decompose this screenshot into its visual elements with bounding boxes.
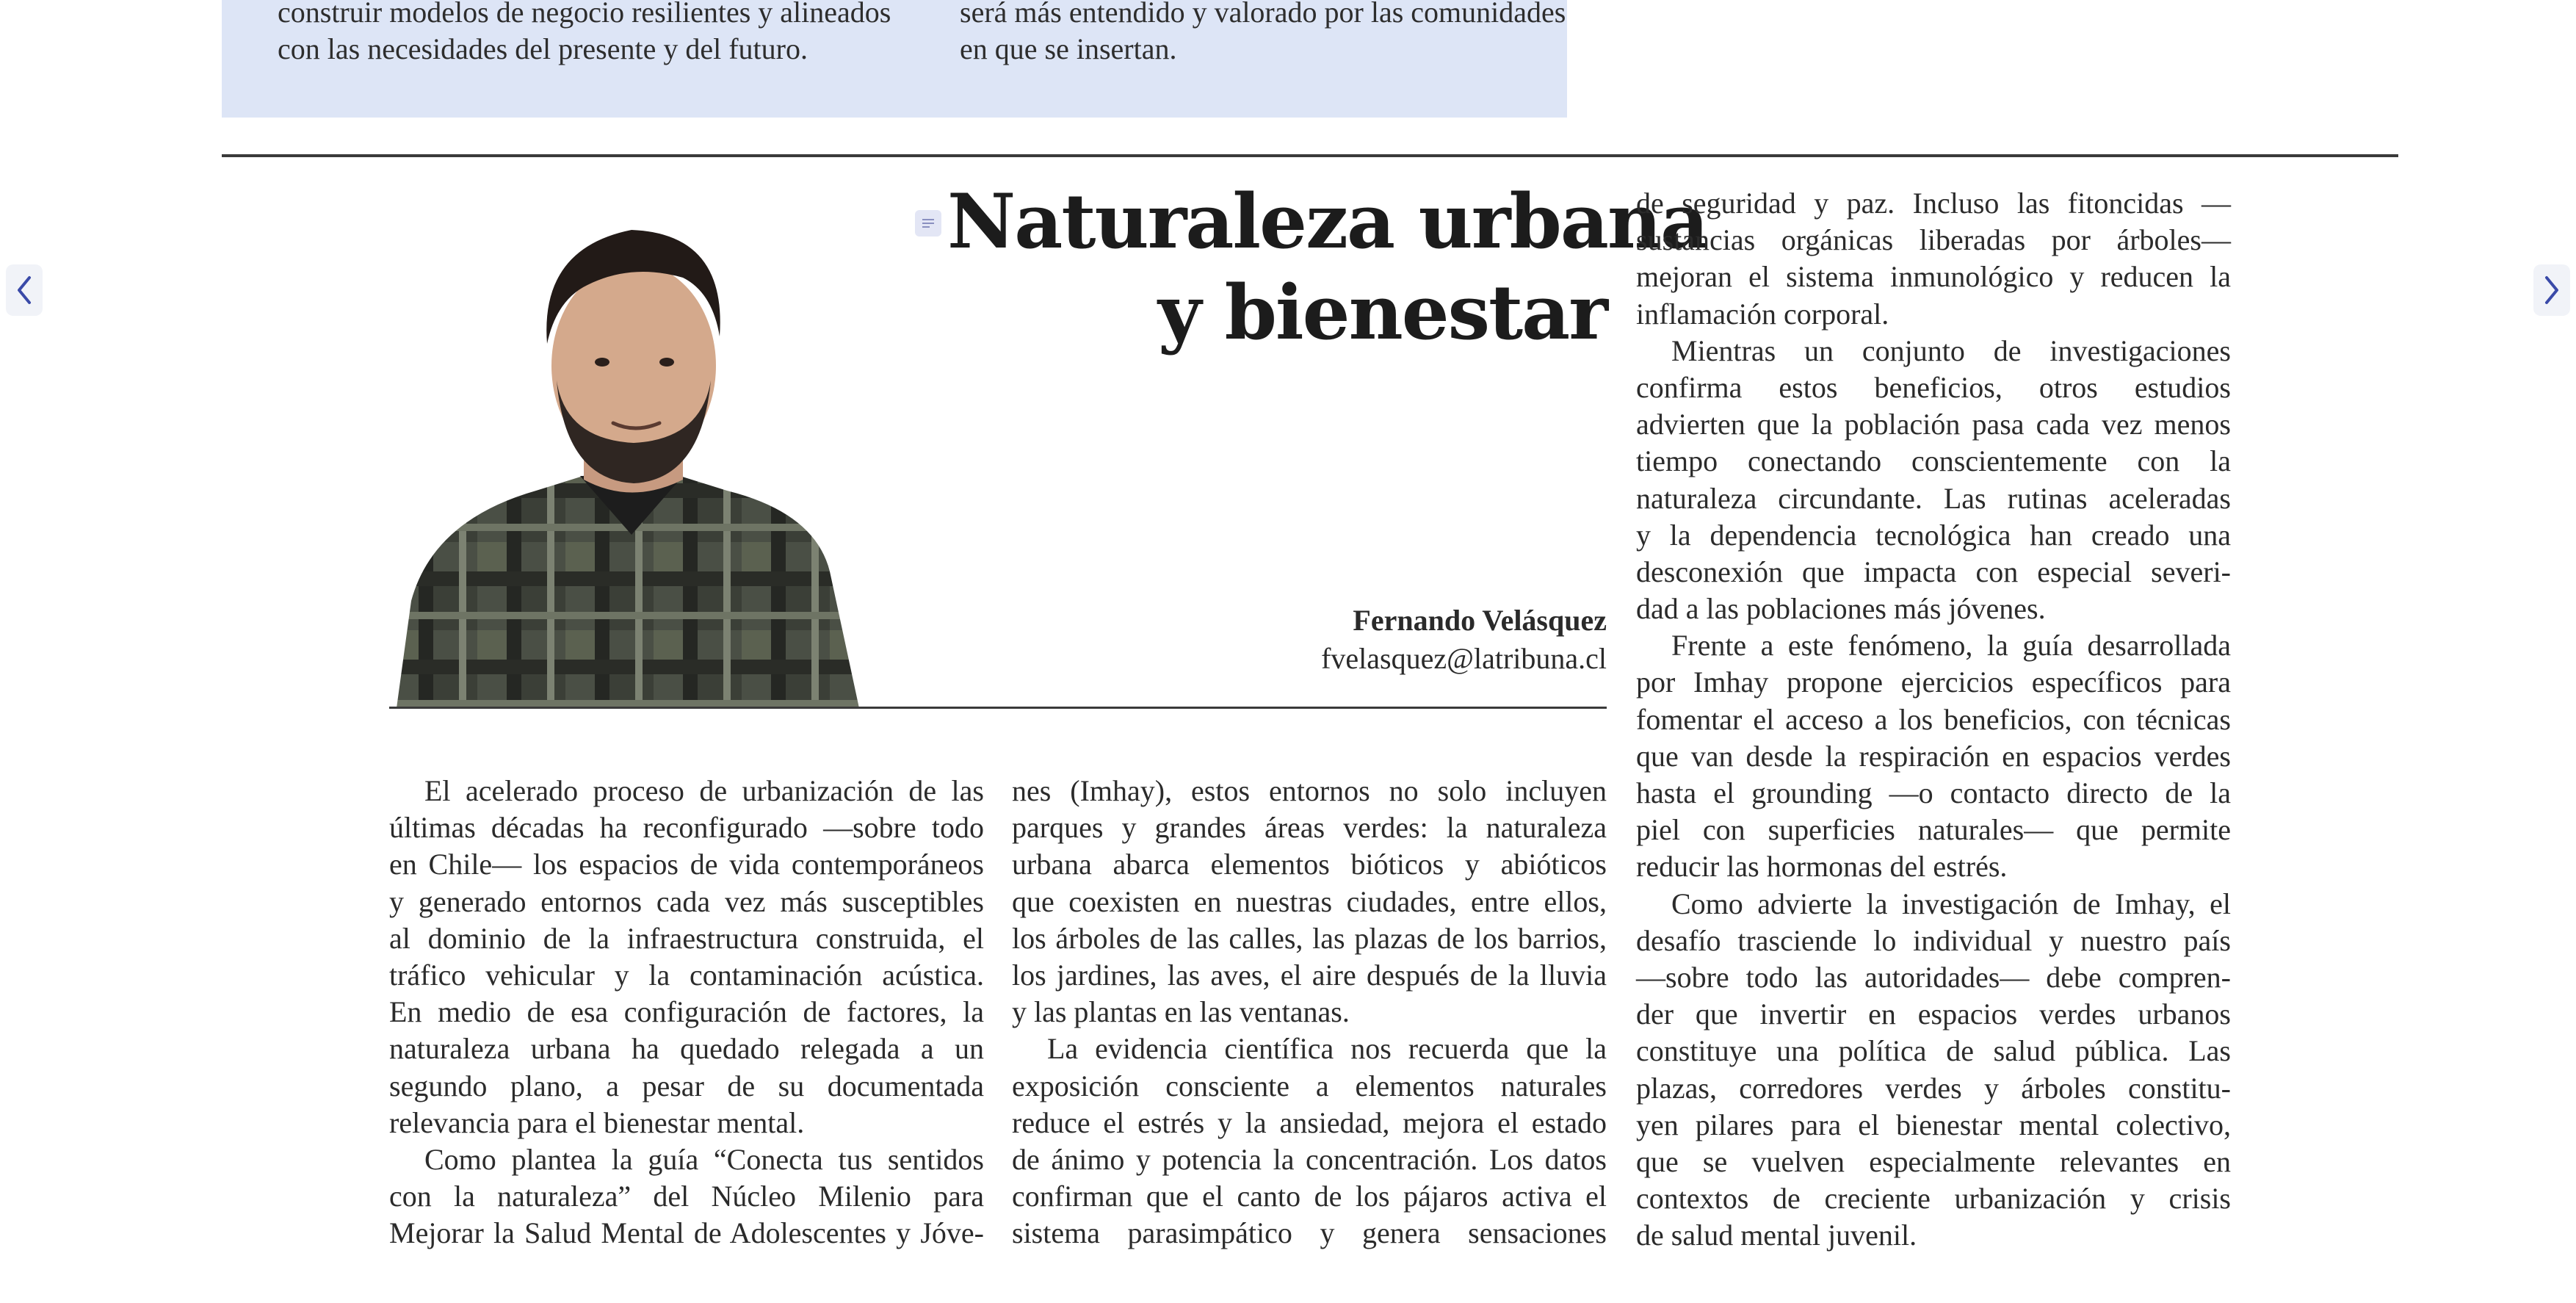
text-line: los árboles de las calles, las plazas de los barrios, [1012, 921, 1607, 955]
text-line: Frente a este fenómeno, la guía desarrollada [1671, 629, 2231, 663]
text-line: con las necesidades del presente y del futuro. [278, 32, 808, 65]
text-line: naturaleza urbana ha quedado relegada a un [389, 1032, 984, 1066]
text-line: los jardines, las aves, el aire después de la lluvia [1012, 958, 1607, 992]
text-line: de ánimo y potencia la concentración. Los datos [1012, 1142, 1607, 1176]
text-line: yen pilares para el bienestar mental colectivo, [1636, 1108, 2231, 1141]
text-line: naturaleza circundante. Las rutinas aceleradas [1636, 481, 2231, 515]
text-line: tráfico vehicular y la contaminación acústica. [389, 958, 984, 992]
text-line: fomentar el acceso a los beneficios, con técnicas [1636, 702, 2231, 736]
author-photo [389, 190, 874, 708]
article-headline [947, 176, 1708, 358]
headline-line: y bienestar [1157, 269, 1607, 357]
text-line: plazas, corredores verdes y árboles constitu- [1636, 1071, 2231, 1105]
text-line: últimas décadas ha reconfigurado —sobre todo [389, 811, 984, 845]
text-line: reduce el estrés y la ansiedad, mejora el estado [1012, 1105, 1607, 1139]
text-line: reducir las hormonas del estrés. [1636, 850, 2008, 884]
text-line: con la naturaleza” del Núcleo Milenio para [389, 1180, 984, 1213]
text-line: sistema parasimpático y genera sensaciones [1012, 1216, 1607, 1250]
previous-article-column-2 [960, 0, 1567, 68]
text-line: desafío trasciende lo individual y nuestro país [1636, 923, 2231, 957]
text-line: por Imhay propone ejercicios específicos para [1636, 665, 2231, 699]
text-line: confirma estos beneficios, otros estudios [1636, 370, 2231, 404]
text-line: relevancia para el bienestar mental. [389, 1105, 805, 1139]
text-line: En medio de esa configuración de factores, la [389, 995, 984, 1029]
text-line: y generado entornos cada vez más susceptibles [389, 884, 984, 918]
text-line: y las plantas en las ventanas. [1012, 995, 1350, 1029]
headline-line: Naturaleza urbana [947, 178, 1708, 266]
text-line: sustancias orgánicas liberadas por árboles— [1636, 223, 2231, 257]
text-line: desconexión que impacta con especial severi- [1636, 555, 2231, 588]
text-line: El acelerado proceso de urbanización de las [424, 774, 984, 807]
text-line: Como advierte la investigación de Imhay, el [1671, 887, 2231, 920]
note-lines-icon [922, 218, 935, 228]
text-line: piel con superficies naturales— que permite [1636, 813, 2231, 847]
text-line: hasta el grounding —o contacto directo de la [1636, 776, 2231, 809]
author-email[interactable]: fvelasquez@latribuna.cl [1321, 642, 1607, 675]
previous-page-button[interactable] [6, 264, 43, 316]
previous-article-column-1 [278, 0, 924, 68]
text-line: al dominio de la infraestructura construida, el [389, 921, 984, 955]
text-line: parques y grandes áreas verdes: la naturaleza [1012, 811, 1607, 845]
text-line: construir modelos de negocio resilientes y alineados [278, 0, 891, 29]
section-divider [222, 154, 2398, 157]
text-line: será más entendido y valorado por las comunidades [960, 0, 1566, 29]
article-column-1 [389, 773, 984, 1252]
text-line: confirman que el canto de los pájaros activa el [1012, 1180, 1607, 1213]
header-divider [389, 707, 1607, 709]
next-page-button[interactable] [2533, 264, 2570, 316]
article-column-2 [1012, 773, 1607, 1252]
text-line: Como plantea la guía “Conecta tus sentidos [424, 1142, 984, 1176]
chevron-left-icon [13, 273, 35, 307]
text-line: en que se insertan. [960, 32, 1177, 65]
text-line: urbana abarca elementos bióticos y abióticos [1012, 848, 1607, 881]
annotation-icon[interactable] [915, 210, 941, 237]
text-line: La evidencia científica nos recuerda que la [1047, 1032, 1607, 1066]
text-line: y la dependencia tecnológica han creado una [1636, 518, 2231, 552]
text-line: mejoran el sistema inmunológico y reducen la [1636, 260, 2231, 294]
chevron-right-icon [2541, 273, 2563, 307]
text-line: dad a las poblaciones más jóvenes. [1636, 592, 2046, 626]
text-line: advierten que la población pasa cada vez menos [1636, 408, 2231, 441]
text-line: inflamación corporal. [1636, 297, 1889, 331]
text-line: que van desde la respiración en espacios verdes [1636, 739, 2231, 773]
text-line: constituye una política de salud pública. Las [1636, 1034, 2231, 1068]
text-line: —sobre todo las autoridades— debe compren- [1636, 960, 2231, 994]
text-line: de seguridad y paz. Incluso las fitoncidas — [1636, 187, 2231, 220]
text-line: Mientras un conjunto de investigaciones [1671, 333, 2231, 367]
article-column-3 [1636, 185, 2231, 1254]
text-line: nes (Imhay), estos entornos no solo incluyen [1012, 774, 1607, 807]
text-line: que se vuelven especialmente relevantes en [1636, 1144, 2231, 1178]
text-line: de salud mental juvenil. [1636, 1219, 1917, 1252]
text-line: contextos de creciente urbanización y crisis [1636, 1182, 2231, 1216]
text-line: en Chile— los espacios de vida contemporáneos [389, 848, 984, 881]
text-line: exposición consciente a elementos naturales [1012, 1069, 1607, 1102]
text-line: Mejorar la Salud Mental de Adolescentes y Jóve- [389, 1216, 984, 1250]
text-line: tiempo conectando conscientemente con la [1636, 444, 2231, 478]
text-line: que coexisten en nuestras ciudades, entre ellos, [1012, 884, 1607, 918]
author-name: Fernando Velásquez [1353, 604, 1607, 637]
text-line: der que invertir en espacios verdes urbanos [1636, 997, 2231, 1031]
previous-article-box [222, 0, 1567, 118]
text-line: segundo plano, a pesar de su documentada [389, 1069, 984, 1102]
